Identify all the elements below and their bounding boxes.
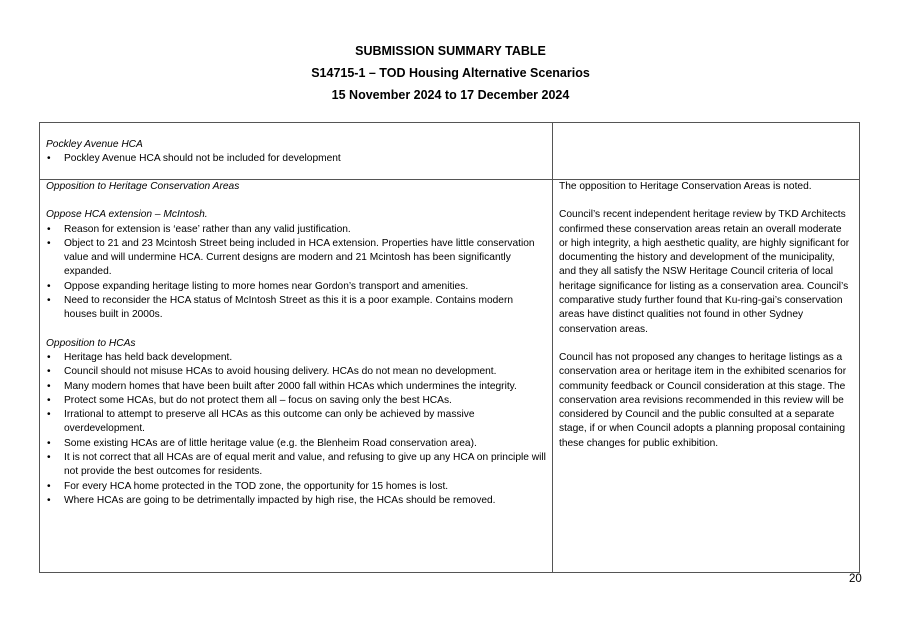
bullet-list bbox=[46, 152, 546, 166]
list-item: • For every HCA home protected in the TOD zone, the opportunity for 15 homes is lost. bbox=[47, 480, 449, 492]
list-item: • Many modern homes that have been built after 2000 fall within HCAs which undermines the integrity. bbox=[47, 380, 517, 392]
submission-table bbox=[39, 122, 860, 573]
page-number: 20 bbox=[849, 573, 862, 585]
row-heading: Opposition to Heritage Conservation Areas bbox=[46, 181, 240, 192]
response-paragraph: The opposition to Heritage Conservation Areas is noted. bbox=[559, 181, 812, 192]
bullet-list bbox=[46, 223, 546, 323]
list-item: • Some existing HCAs are of little heritage value (e.g. the Blenheim Road conservation area). bbox=[47, 437, 477, 449]
list-item: • Pockley Avenue HCA should not be included for development bbox=[47, 153, 341, 165]
date-range: 15 November 2024 to 17 December 2024 bbox=[331, 88, 570, 102]
sub-heading: Oppose HCA extension – McIntosh. bbox=[46, 209, 208, 221]
list-item: • Oppose expanding heritage listing to more homes near Gordon’s transport and amenities. bbox=[47, 280, 469, 292]
document-title: SUBMISSION SUMMARY TABLE bbox=[355, 44, 546, 58]
sub-heading: Opposition to HCAs bbox=[46, 337, 136, 349]
list-item: • Protect some HCAs, but do not protect them all – focus on saving only the best HCAs. bbox=[47, 394, 452, 406]
list-item: • It is not correct that all HCAs are of equal merit and value, and refusing to give up any HCA on principle will not provide the best outcomes for residents. bbox=[47, 452, 546, 478]
submission-cell bbox=[40, 180, 553, 573]
list-item: • Council should not misuse HCAs to avoid housing delivery. HCAs do not mean no development. bbox=[47, 366, 497, 378]
list-item: • Where HCAs are going to be detrimentally impacted by high rise, the HCAs should be removed. bbox=[47, 494, 496, 506]
list-item: • Object to 21 and 23 Mcintosh Street being included in HCA extension. Properties have little conservation value and will undermine HCA. Current designs are modern and 21 Mcintosh has been significantly expanded. bbox=[47, 237, 535, 278]
bullet-list bbox=[46, 351, 546, 508]
response-cell bbox=[553, 123, 860, 180]
list-item: • Heritage has held back development. bbox=[47, 351, 233, 363]
response-cell bbox=[553, 180, 860, 573]
list-item: • Irrational to attempt to preserve all HCAs as this outcome can only be achieved by massive overdevelopment. bbox=[47, 409, 475, 435]
response-paragraph: Council’s recent independent heritage review by TKD Architects confirmed these conservation areas retain an overall moderate or high integrity, a high aesthetic quality, are highly significant for documenting the history and development of the municipality, and they all satisfy the NSW Heritage Council criteria of local heritage significance for listing as a conservation area. Council’s comparative study further found that Ku-ring-gai’s conservation areas have distinct qualities not found in other Sydney conservation areas. bbox=[559, 209, 850, 335]
list-item: • Need to reconsider the HCA status of McIntosh Street as this it is a poor example. Contains modern houses built in 2000s. bbox=[47, 295, 514, 321]
table-row bbox=[40, 123, 860, 180]
response-paragraph: Council has not proposed any changes to heritage listings as a conservation area or heritage item in the exhibited scenarios for community feedback or Council consideration at this stage. The conservation area revisions recommended in this review will be considered by Council and the public consulted at a separate stage, if or when Council adopts a planning proposal containing these changes for public exhibition. bbox=[559, 351, 847, 449]
list-item: • Reason for extension is ‘ease’ rather than any valid justification. bbox=[47, 223, 351, 235]
table-row bbox=[40, 180, 860, 573]
row-heading: Pockley Avenue HCA bbox=[46, 139, 143, 150]
document-subtitle: S14715-1 – TOD Housing Alternative Scenarios bbox=[311, 66, 590, 80]
submission-cell bbox=[40, 123, 553, 180]
